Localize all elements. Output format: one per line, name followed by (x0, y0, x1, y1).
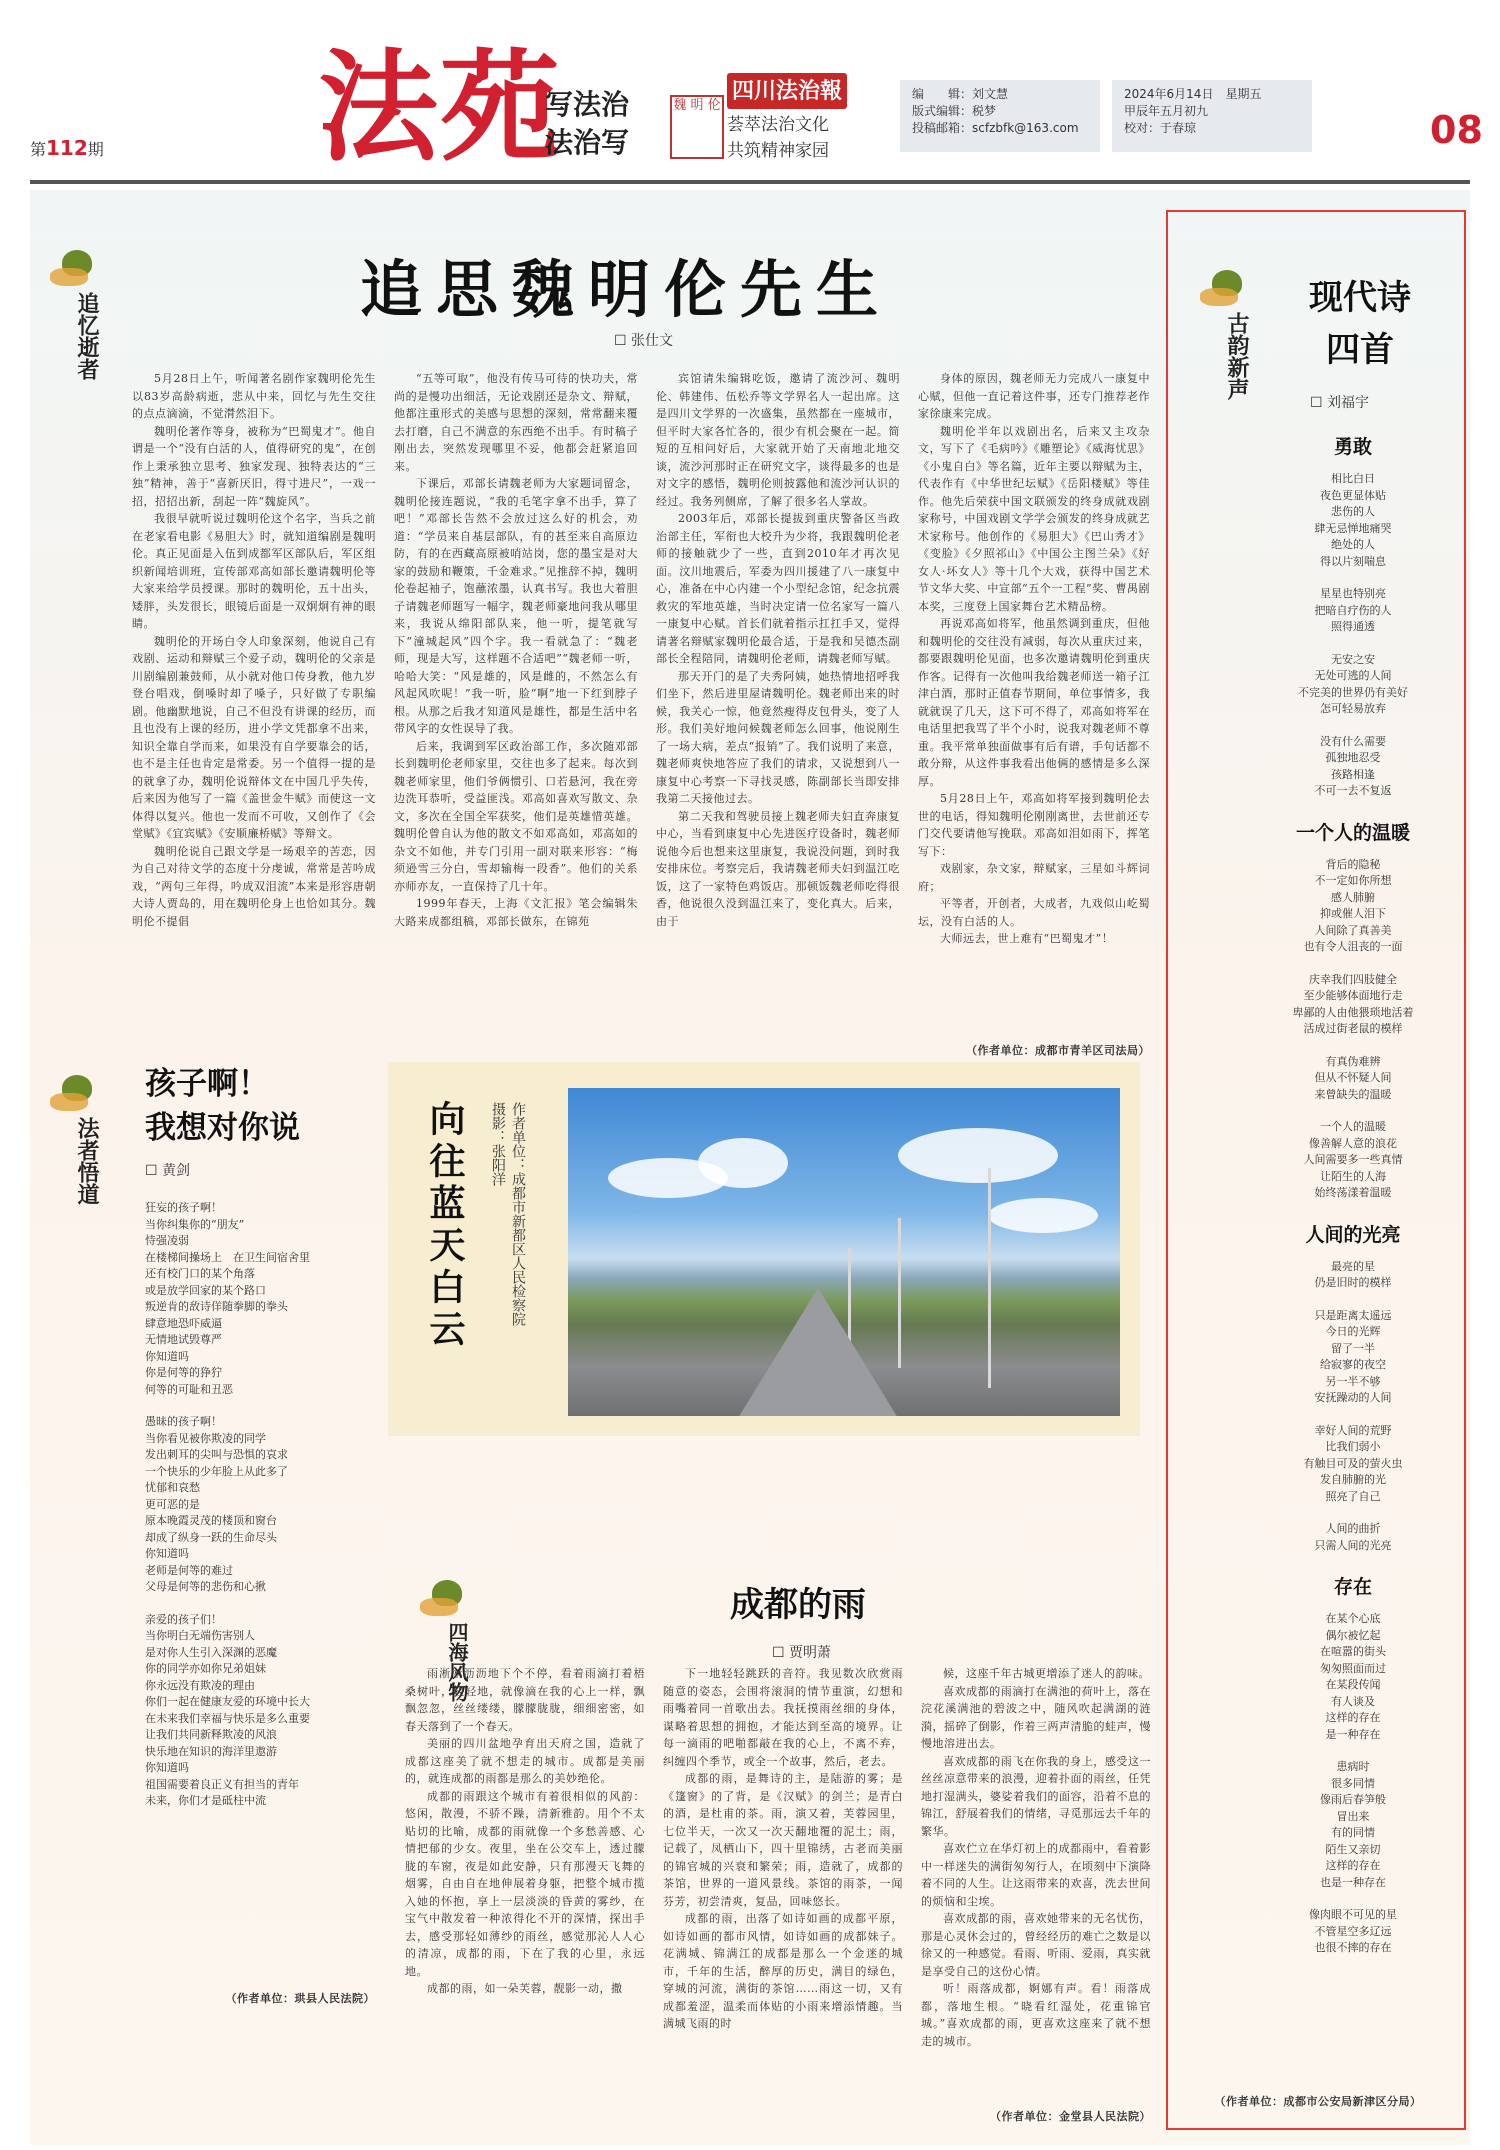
section-tag-world: 四海风物 (395, 1580, 485, 1702)
rain-article-author: ☐ 贾明萧 (772, 1645, 832, 1661)
page-number: 08 (1430, 108, 1483, 152)
section-tag-memory: 追忆逝者 (30, 250, 110, 380)
photo-credit: 作者单位：成都市新都区人民检察院 摄影：张阳洋 (490, 1102, 526, 1326)
section-tag-ancient: 古韵新声 (1180, 270, 1260, 400)
tree-icon (410, 1580, 470, 1618)
child-article-title: 孩子啊！ 我想对你说 (145, 1066, 300, 1146)
poem-title-existence: 存在 (1333, 1576, 1372, 1598)
poems-unit: （作者单位：成都市公安局新津区分局） (1214, 2095, 1422, 2108)
tree-icon (40, 250, 100, 288)
photo-title: 向往蓝天白云 (424, 1100, 466, 1352)
newspaper-logo: 四川法治報 (727, 73, 847, 109)
rain-article-unit: （作者单位：金堂县人民法院） (990, 2110, 1151, 2123)
rain-article-col1: 雨淅淅沥沥地下个不停，看着雨滴打着梧桑树叶，轻轻地，就像滴在我的心上一样，飘飘忽忽，丝丝缕缕，朦朦胧胧，细细密密，如春天落到了一个春天。 美丽的四川盆地孕育出天府之国，造就了成都这座美了就不想走的城市。成都是美丽的，就连成都的雨都是那么的美妙绝伦。 成都的雨跟这个城市有着很相似的风韵：悠闲，散漫，不骄不躁，清新雅韵。用个不太贴切的比喻，成都的雨就像一个多愁善感、心情把郁的少女。夜里，坐在公交车上，透过朦胧的车窗，夜是如此安静，只有那漫天飞舞的烟雾，自由自在地伸展着身躯，把整个城市揽入她的怀抱，享上一层淡淡的昏黄的雾纱，在宝气中散发着一种浓得化不开的深情，探出手去，感受那轻如薄纱的雨丝，感觉那沁人人心的清凉，成都的雨，下在了我的心里，永远地。 成都的雨，如一朵芙蓉，靓影一动，撒 (405, 1667, 645, 1995)
poem-light: 最亮的星 仍是旧时的模样 只是距离太遥远 今日的光辉 留了一半 给寂寥的夜空 另一半不够 安抚躁动的人间 幸好人间的荒野 比我们弱小 有触目可及的萤火虫 发自肺腑的光 照亮了自己 人间的曲折 只需人间的光亮 (1303, 1259, 1403, 1552)
editor-info: 编 辑：刘文慧 版式编辑：税梦 投稿邮箱：scfzbfk@163.com (900, 80, 1100, 152)
main-article-col2: “五等可取”，他没有传马可待的快功夫，常尚的是慢功出细活，无论戏剧还是杂文、辩赋，他都注重形式的美感与思想的深刻，常常翻来覆去打磨，自己不满意的东西绝不出手。有时稿子刚出去，突然发现哪里不妥，他都会赶紧追回来。 下课后，邓部长请魏老师为大家题词留念，魏明伦接连题说，“我的毛笔字拿不出手，算了吧！”邓部长告然不会放过这么好的机会，劝道：“学员来自基层部队，有的甚至来自高原边防，有的在西藏高原被哨站岗，您的墨宝是对大家的鼓励和鞭策，千金难求。”见推辞不掉，魏明伦卷起袖子，饱蘸浓墨，认真书写。我也大着胆子请魏老师题写一幅字，魏老师豪地问我从哪里来，我说从绵阳部队来，他一听，提笔就写下“潼城起风”四个字。我一看就急了：“魏老师，现是大写，这样题不合适吧”“魏老师一听，哈哈大笑：“风是雄的，风是雌的，不然怎么有风起风吹呢！”我一听，脸“啊”地一下红到脖子根。从那之后我才知道风是雄性，都是生活中名带风字的女性误导了我。 后来，我调到军区政治部工作，多次随邓部长到魏明伦老师家里，交往也多了起来。每次到魏老师家里，他们爷俩惯引、口若悬河，我在旁边洗耳恭听，受益匪浅。邓高如喜欢写散文、杂文，多次在全国全军获奖，他们是英雄惜英雄。魏明伦曾自认为他的散文不如邓高如，邓高如的杂文不如他，并专门引用一副对联来形容：“梅须逊雪三分白，雪却输梅一段香”。他们的关系亦师亦友，一直保持了几十年。 1999年春天，上海《文汇报》笔会编辑朱大路来成都组稿，邓部长做东，在锦苑 (394, 372, 638, 928)
section-tag-law: 法者悟道 (30, 1075, 110, 1205)
poems-content (1248, 432, 1458, 2087)
poem-title-courage: 勇敢 (1333, 436, 1372, 458)
header-rule (30, 180, 1470, 184)
main-article-col1: 5月28日上午，听闻著名剧作家魏明伦先生以83岁高龄病逝，悲从中来，回忆与先生交往的点点滴滴，不觉潸然泪下。 魏明伦著作等身，被称为“巴蜀鬼才”。他自谓是一个“没有白活的人，值得研究的鬼”，在创作上秉承独立思考、独家发现、独特表达的“三独”精神，善于“喜新厌旧，得寸进尺”，一戏一招，招招出新，刮起一阵“魏旋风”。 我很早就听说过魏明伦这个名字，当兵之前在老家看电影《易胆大》时，就知道编剧是魏明伦。真正见面是入伍到成都军区部队后，军区组织新闻培训班，宣传部邓高如部长邀请魏明伦等大家来给学员授课。那时的魏明伦，五十出头，矮胖，头发很长，眼镜后面是一双炯炯有神的眼睛。 魏明伦的开场白令人印象深刻，他说自己有戏剧、运动和辩赋三个爱子动，魏明伦的父亲是川剧编剧兼鼓师，从小就对他口传身教，他九岁登台唱戏，倒嗓时却了嗓子，只好做了专职编剧。他幽默地说，自己不但没有讲课的经历，而且也没有上课的经历，进小学文凭都拿不出来，知识全靠自学而来，如果没有自学要靠会的话，也不是主任也肯定是常委。另一个值得一提的是的就拿了办，魏明伦说辩体文在中国几乎失传，后来因为他写了一篇《盖世金牛赋》而使这一文体得以复兴。他也一发而不可收，又创作了《会堂赋》《宜宾赋》《安顺廉桥赋》等辩文。 魏明伦说自己跟文学是一场艰辛的苦恋，因为自己对待文学的态度十分虔诚，常常是苦吟成戏，“两句三年得，吟成双泪流”本来是形容唐朝大诗人贾岛的，用在魏明伦身上也恰如其分。魏明伦不提倡 (132, 372, 376, 928)
masthead: 法苑 (318, 37, 562, 178)
photo-blue-sky-road (568, 1088, 1120, 1416)
main-article-col4: 身体的原因，魏老师无力完成八一康复中心赋，但他一直记着这件事，还专门推荐老作家徐康来完成。 魏明伦半年以戏剧出名，后来又主攻杂文，写下了《毛病吟》《雕塑论》《威海忧思》《小鬼自白》等名篇，近年主要以辩赋为主，代表作有《中华世纪坛赋》《岳阳楼赋》等佳作。他先后荣获中国文联颁发的终身成就戏剧家称号，中国戏剧文学学会颁发的终身成就艺术家称号。他创作的《易胆大》《巴山秀才》《变脸》《夕照祁山》《中国公主图兰朵》《好女人·坏女人》等十几个大戏，获得中国艺术节文华大奖、中宣部“五个一工程”奖、曹禺剧本奖，三度登上国家舞台艺术精品榜。 再说邓高如将军，他虽然调到重庆，但他和魏明伦的交往没有减弱，每次从重庆过来，都要跟魏明伦见面，也多次邀请魏明伦到重庆作客。记得有一次他叫我给魏老师送一箱子江津白酒，那时正值春节期间，单位事情多，我就就误了几天，这下可不得了，邓高如将军在电话里把我骂了半个小时，说我对魏老师不尊重。我平常单独面做事有后有谱，手句话都不敢分辩，从这件事我看出他俩的感情是多么深厚。 5月28日上午，邓高如将军接到魏明伦去世的电话，得知魏明伦刚刚离世，去世前还专门交代要请他写挽联。邓高如泪如雨下，挥笔写下： 戏剧家，杂文家，辩赋家，三星如斗辉词府； 平等者，开创者，大成者，九戏似山屹蜀坛，没有白活的人。 大师远去，世上难有“巴蜀鬼才”！ (918, 372, 1150, 945)
tagline: 荟萃法治文化 共筑精神家园 (727, 115, 829, 161)
poem-title-warmth: 一个人的温暖 (1295, 821, 1410, 844)
child-article-author: ☐ 黄剑 (145, 1163, 191, 1179)
seal-stamp: 魏 明 伦 (670, 95, 724, 159)
poems-author: ☐ 刘福宇 (1310, 395, 1370, 411)
rain-article-col3: 候，这座千年古城更增添了迷人的韵味。 喜欢成都的雨滴打在满池的荷叶上，落在浣花溪满池的碧波之中，随风吹起满湖的涟漪，摇碎了倒影，作着三两声清脆的蛙声，慢慢地溶进出去。 喜欢成都的雨飞在你我的身上，感受这一丝丝凉意带来的浪漫，迎着扑面的雨丝，任凭地打湿满头，婆娑着我们的面容，沿着不息的锦江，舒展着我们的情绪，寻觅那远去千年的繁华。 喜欢伫立在华灯初上的成都雨中，看着影中一样迷失的满街匆匆行人，在顷刻中下演降着不同的人生。让这雨带来的欢喜，洗去世间的烦恼和尘埃。 喜欢成都的雨，喜欢她带来的无名忧伤，那是心灵休会过的，曾经经历的难亡之数是以徐又的一种感觉。看雨、听雨、爱雨，真实就是享受自己的这份心情。 听！雨落成都，婀娜有声。看！雨落成都，落地生根。“晓看红湿处，花重锦官城。”喜欢成都的雨，更喜欢这座来了就不想走的城市。 (921, 1667, 1151, 2048)
tree-icon (40, 1075, 100, 1113)
rain-article-title: 成都的雨 (730, 1585, 866, 1625)
poem-courage: 相比白日 夜色更显体贴 悲伤的人 肆无忌惮地痛哭 绝处的人 得以片刻喘息 星星也特别亮 把暗自疗伤的人 照得通透 无安之安 无处可逃的人间 不完美的世界仍有美好 怎可轻易放弃 没有什么需要 孤独地忍受 孩路相逢 不可一去不复返 (1298, 472, 1408, 797)
poem-existence: 在某个心底 偶尔被忆起 在喧嚣的街头 匆匆照面而过 在某段传闻 有人谈及 这样的存在 是一种存在 患病时 很多同情 像雨后春笋般 冒出来 有的同情 陌生又亲切 这样的存在 也是一种存在 像肉眼不可见的星 不管星空多辽远 也很不摔的存在 (1309, 1612, 1397, 1954)
rain-article-col2: 下一地轻轻跳跃的音符。我见数次欣赏雨随意的姿态，会围将滚洞的情节重演，幻想和雨嘴着同一首歌出去。我抚摸雨丝细的身体，谋略着思想的拥抱，才能达到至高的境界。让每一滴雨的吧啪都敲在我的心上，不离不弃，纠缠四个季节，或全一个故事，然后，老去。 成都的雨，是舞诗的主，是陆游的雾；是《篷窗》的了背，是《汉赋》的剑兰；是青白的酒，是杜甫的茶。雨，演又着，芙蓉园里，七位半天，一次又一次天翻地覆的泥土；雨，记载了，凤栖山下，四十里锦绣，古老而美丽的锦官城的兴衰和繁荣；雨，造就了，成都的茶馆，世界的一道风景线。茶馆的雨茶，一闻芬芳，初尝清爽，复品，回味悠长。 成都的雨，出落了如诗如画的成都平原，如诗如画的都市风情，如诗如画的成都妹子。花满城、锦满江的成都是那么一个金迷的城市，千年的生活，醉厚的历史，满目的绿色，穿城的河流，满街的茶馆……雨这一切，又有成都羞涩，温柔而体贴的小雨来增添情趣。当满城飞雨的时 (663, 1667, 903, 2030)
child-article-unit: （作者单位：珙县人民法院） (225, 1992, 375, 2005)
poem-warmth: 背后的隐秘 不一定如你所想 感人肺腑 抑或催人泪下 人间除了真善美 也有令人沮丧的一面 庆幸我们四肢健全 至少能够体面地行走 卑鄙的人由他猥琐地活着 活成过街老鼠的模样 有真伪难辨 但从不怀疑人间 来曾缺失的温暖 一个人的温暖 像善解人意的浪花 人间需要多一些真情 让陌生的人海 始终荡漾着温暖 (1292, 857, 1414, 1199)
poem-title-light: 人间的光亮 (1305, 1223, 1401, 1246)
child-article-poem: 狂妄的孩子啊！ 当你纠集你的“朋友” 恃强凌弱 在楼梯间操场上 在卫生间宿舍里 还有校门口的某个角落 或是放学回家的某个路口 叛逆肯的敌诗佯随拳脚的拳头 肆意地恐吓威逼 无情地试毁尊严 你知道吗 你是何等的狰狞 何等的可耻和丑恶 愚昧的孩子啊！ 当你看见被你欺凌的同学 发出刺耳的尖叫与恐惧的哀求 一个快乐的少年脸上从此多了 忧郁和哀愁 更可恶的是 原本晚霞灵茂的楼顶和窗台 却成了纵身一跃的生命尽头 你知道吗 老师是何等的难过 父母是何等的悲伤和心揪 亲爱的孩子们！ 当你明白无端伤害别人 是对你人生引入深渊的恶魔 你的同学亦如你兄弟姐妹 你永远没有欺凌的理由 你们一起在健康友爱的环境中长大 在未来我们幸福与快乐是多么重要 让我们共同新释欺凌的风浪 快乐地在知识的海洋里遨游 你知道吗 祖国需要着良正义有担当的青年 未来，你们才是砥柱中流 (145, 1201, 310, 1807)
issue-number: 第112期 (30, 136, 104, 160)
main-article-col3: 宾馆请朱编辑吃饭，邀请了流沙河、魏明伦、韩建伟、伍松乔等文学界名人一起出席。这是四川文学界的一次盛集，虽然都在一座城市，但平时大家各忙各的，很少有机会聚在一起。简短的互相问好后，大家就开始了天南地北地交谈，流沙河那时正在研究文字，谈得最多的也是对文字的感悟，魏明伦则披露他和流沙河认识的经过。我务列侧席，了解了很多名人掌故。 2003年后，邓部长提拔到重庆警备区当政治部主任，军衔也大校升为少将，我跟魏明伦老师的接触就少了一些，直到2010年才再次见面。汶川地震后，军委为四川援建了八一康复中心，准备在中心内建一个小型纪念馆，纪念抗震救灾的军地英雄，当时决定请一位名家写一篇八一康复中心赋。首长们就着指示扛扛手又，觉得请著名辩赋家魏明伦最合适，于是我和吴德杰副部长全程陪同，请魏明伦老师，请魏老师写赋。 那天开门的是了夫秀阿姨，她热情地招呼我们坐下，然后进里屋请魏明伦。魏老师出来的时候，我关心一惊，他竟然瘦得皮包骨头，变了人形。我们美好地问候魏老师怎么回事，他说刚生了一场大病，差点“报销”了。我们说明了来意，魏老师爽快地答应了我们的请求，又说想到八一康复中心考察一下寻找灵感，陈副部长当即安排我第二天接他过去。 第二天我和驾驶员接上魏老师夫妇直奔康复中心，当看到康复中心先进医疗设备时，魏老师说他今后也想来这里康复，我说没问题，到时我安排床位。考察完后，我请魏老师夫妇到温江吃饭，这了一家特色鸡饭店。那顿饭魏老师吃得很香，他说很久没到温江来了，变化真大。后来，由于 (656, 372, 900, 928)
main-article-title: 追思魏明伦先生 (360, 253, 893, 326)
poems-title: 现代诗 四首 (1309, 278, 1411, 370)
main-article-author: ☐ 张仕文 (614, 333, 674, 349)
main-article-unit: （作者单位：成都市青羊区司法局） (966, 1044, 1150, 1057)
date-info: 2024年6月14日 星期五 甲辰年五月初九 校对：于春琼 (1112, 80, 1312, 152)
calligraphy-slogan: 写法治 法治写 (545, 88, 630, 159)
